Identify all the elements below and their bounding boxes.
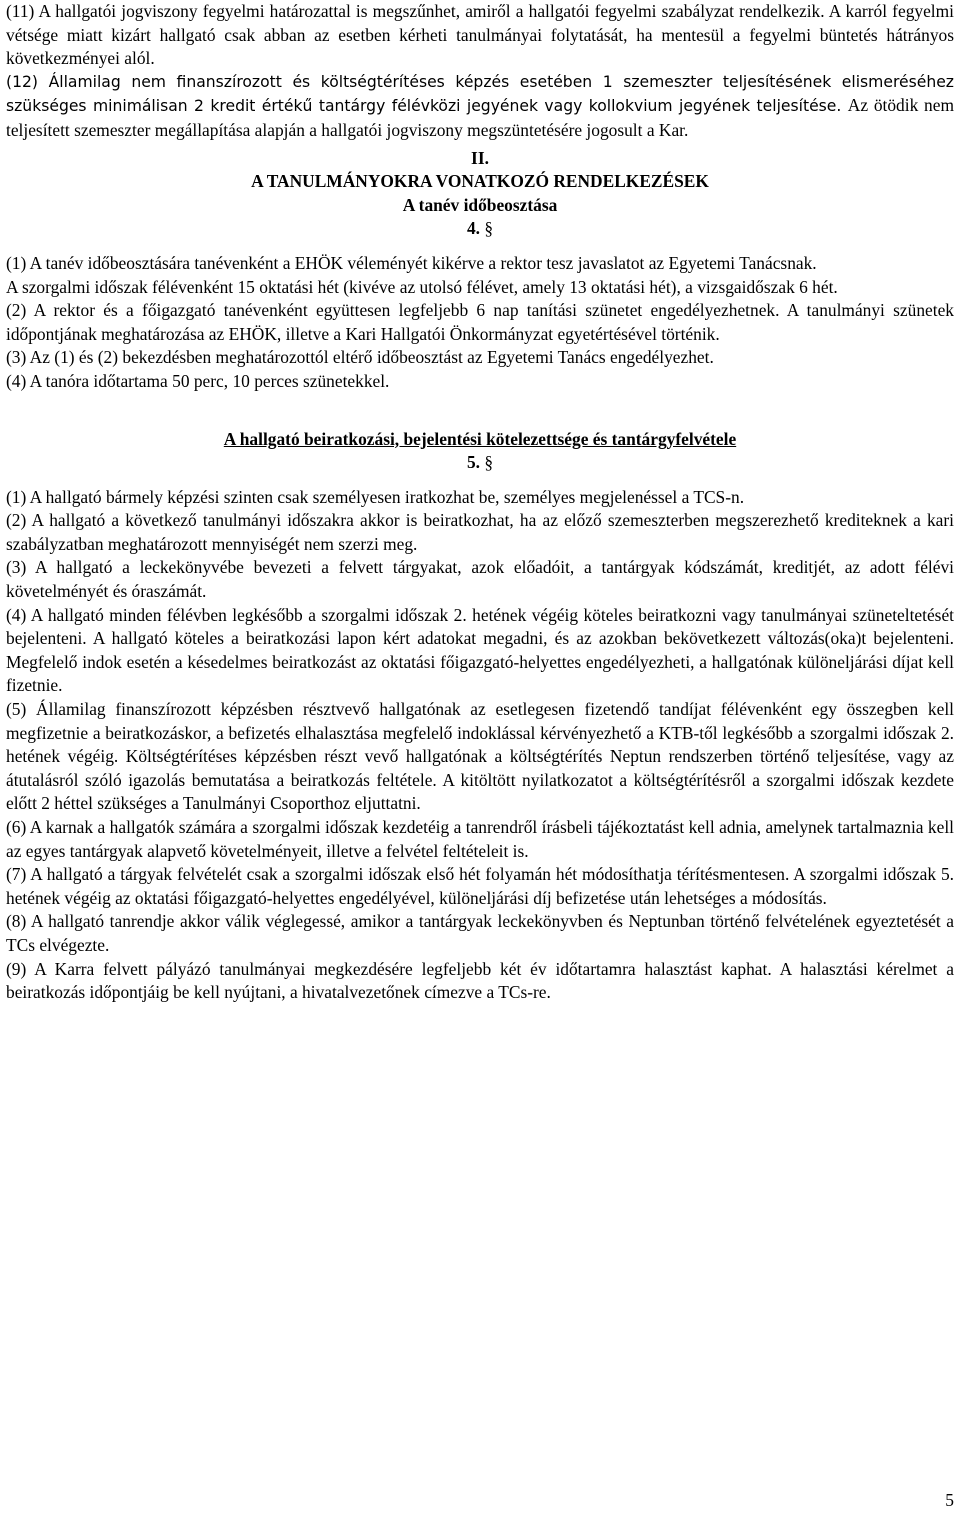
page-number: 5 <box>945 1490 954 1510</box>
chapter-subtitle: A tanév időbeosztása <box>402 194 558 215</box>
paragraph-s3-12-text-b: Az ötödik nem teljesített szemeszter megállapítása alapján a hallgatói jogviszony megszüntetésére jogosult a Kar. <box>6 95 954 140</box>
section-symbol: § <box>484 218 494 239</box>
chapter-numeral: II. <box>471 147 489 168</box>
paragraph-s5-6: (6) A karnak a hallgatók számára a szorgalmi időszak kezdetéig a tanrendről írásbeli tájékoztatást kell adnia, amelynek tartalmaznia kell az egyes tantárgyak alapvető követelményeit, illetve a felvétel feltételeit is. <box>6 817 954 861</box>
paragraph-s4-1-b: A szorgalmi időszak félévenként 15 oktatási hét (kivéve az utolsó félévet, amely 13 oktatási hét), a vizsgaidőszak 6 hét. <box>6 276 838 297</box>
paragraph-s5-9: (9) A Karra felvett pályázó tanulmányai megkezdésére legfeljebb két év időtartamra halasztást kaphat. A halasztási kérelmet a beiratkozás időpontjáig be kell nyújtani, a hivatalvezetőnek címezve a TCs-re. <box>6 958 954 1003</box>
paragraph-s4-3: (3) Az (1) és (2) bekezdésben meghatározottól eltérő időbeosztást az Egyetemi Tanács engedélyezhet. <box>6 347 714 368</box>
paragraph-s4-4: (4) A tanóra időtartama 50 perc, 10 perces szünetekkel. <box>6 370 390 391</box>
paragraph-s3-11: (11) A hallgatói jogviszony fegyelmi határozattal is megszűnhet, amiről a hallgatói fegyelmi szabályzat rendelkezik. A karról fegyelmi vétsége miatt kizárt hallgató csak abban az esetben kérheti tanulmányai folytatását, ha mentesül a fegyelmi büntetés hátrányos következményei alól. <box>6 1 954 69</box>
section-symbol: § <box>484 452 494 473</box>
paragraph-s5-5: (5) Államilag finanszírozott képzésben résztvevő hallgatónak az esetlegesen fizetendő tandíjat félévenként egy összegben kell megfizetnie a beiratkozáskor, a befizetés elhalasztása megfelelő indoklással kérvényezhető a KTB-től legkésőbb a szorgalmi időszak 2. hetének végéig. Költségtérítéses képzésben részt vevő hallgatónak a költségtérítés Neptun rendszerben történő teljesítése, vagy az átutalásról szóló igazolás bemutatása a beiratkozás feltétele. A kitöltött nyilatkozatot a költségtérítésről a szorgalmi időszak kezdete előtt 2 héttel szükséges a Tanulmányi Csoporthoz eljuttatni. <box>6 699 954 814</box>
paragraph-s3-12-text: (12) Államilag nem finanszírozott és költségtérítéses képzés esetében 1 szemeszter teljesítésének elismeréséhez szükséges minimálisan 2 kredit értékű tantárgy félévközi jegyének vagy kollokvium jegyének teljesítése. <box>6 72 954 116</box>
paragraph-s5-4: (4) A hallgató minden félévben legkésőbb a szorgalmi időszak 2. hetének végéig köteles beiratkozni vagy tanulmányai szüneteltetését bejelenteni. A hallgató köteles a beiratkozási lapon kért adatokat megadni, és az azokban bekövetkezett változás(oka)t bejelenteni. Megfelelő indok esetén a késedelmes beiratkozást az oktatási főigazgató-helyettes engedélyezheti, a hallgatónak különeljárási díjat kell fizetnie. <box>6 604 954 696</box>
document-page <box>6 0 954 1005</box>
section-5-title-text: A hallgató beiratkozási, bejelentési kötelezettsége és tantárgyfelvétele <box>223 428 737 449</box>
section-5-number: 5. <box>466 452 480 473</box>
section-4-heading <box>6 217 954 241</box>
paragraph-s4-1: (1) A tanév időbeosztására tanévenként a EHÖK véleményét kikérve a rektor tesz javaslatot az Egyetemi Tanácsnak. <box>6 252 817 273</box>
section-5-title <box>6 428 954 452</box>
paragraph-s5-8: (8) A hallgató tanrendje akkor válik véglegessé, amikor a tantárgyak leckekönyvben és Neptunban történő felvételének egyeztetését a TCs elvégezte. <box>6 911 954 955</box>
paragraph-s4-2: (2) A rektor és a főigazgató tanévenként együttesen legfeljebb 6 nap tanítási szünetet engedélyezhetnek. A tanulmányi szünetek időpontjának meghatározása az EHÖK, illetve a Kari Hallgatói Önkormányzat egyetértésével történik. <box>6 300 954 344</box>
paragraph-s5-7: (7) A hallgató a tárgyak felvételét csak a szorgalmi időszak első hét folyamán hét módosíthatja térítésmentesen. A szorgalmi időszak 5. hetének végéig az oktatási főigazgató-helyettes engedélyével, különeljárási díj befizetése után lehetséges a módosítás. <box>6 864 954 908</box>
paragraph-s5-2: (2) A hallgató a következő tanulmányi időszakra akkor is beiratkozhat, ha az előző szemeszterben megszerezhető krediteknek a kari szabályzatban meghatározott mennyiségét nem szerzi meg. <box>6 510 954 554</box>
paragraph-s3-12 <box>6 71 954 144</box>
section-5-heading <box>6 451 954 475</box>
paragraph-s5-3: (3) A hallgató a leckekönyvébe bevezeti a felvett tárgyakat, azok előadóit, a tantárgyak kódszámát, kreditjét, az adott félévi követelményét és óraszámát. <box>6 557 954 602</box>
section-4-number: 4. <box>466 218 480 239</box>
paragraph-s5-1: (1) A hallgató bármely képzési szinten csak személyesen iratkozhat be, személyes megjelenéssel a TCS-n. <box>6 486 745 507</box>
chapter-title: A TANULMÁNYOKRA VONATKOZÓ RENDELKEZÉSEK <box>251 171 709 192</box>
